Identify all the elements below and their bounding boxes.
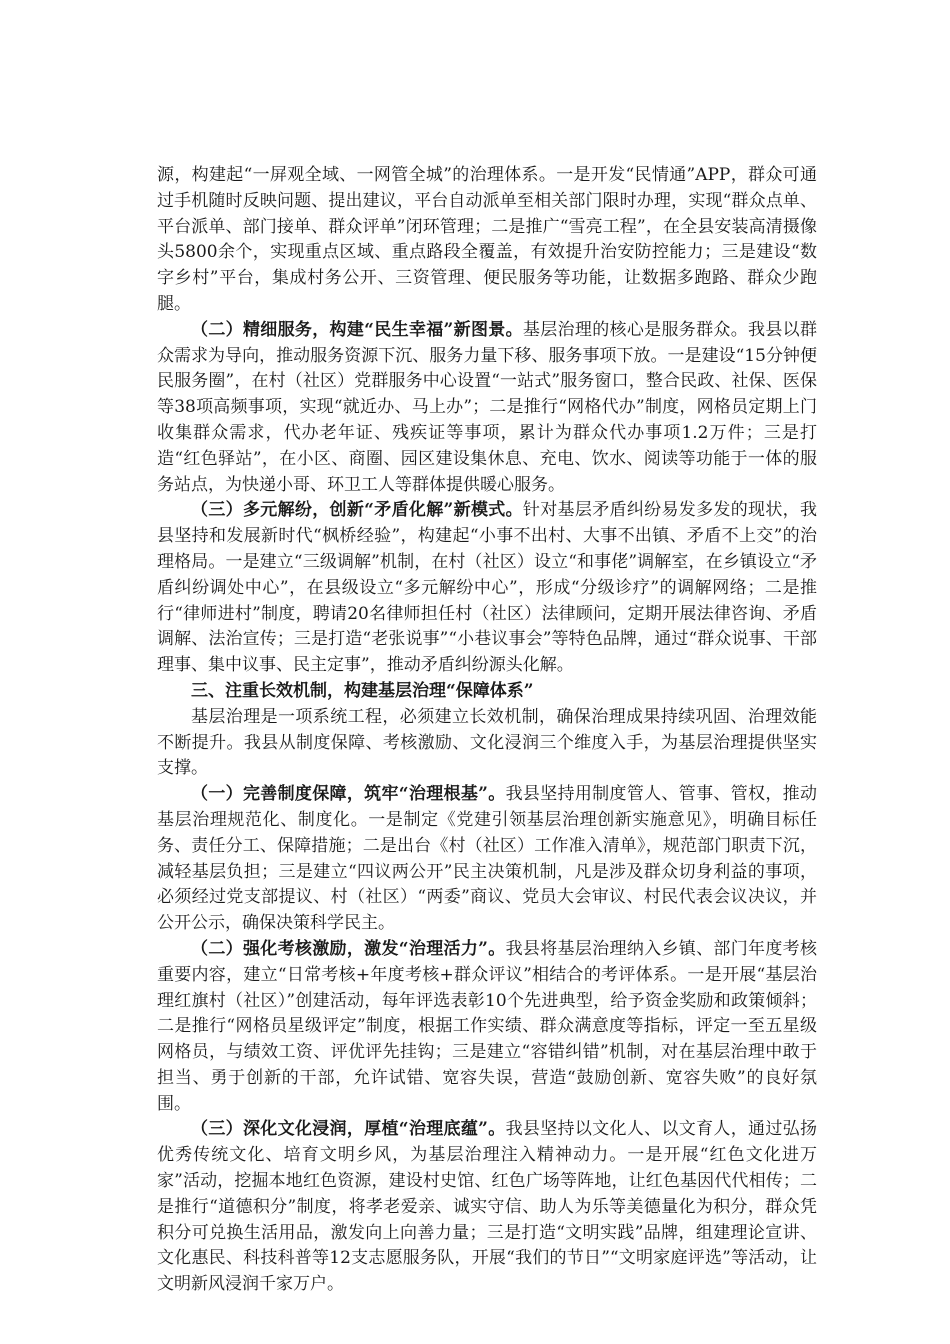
paragraph-section-intro: 基层治理是一项系统工程，必须建立长效机制，确保治理成果持续巩固、治理效能不断提升。我县从制度保障、考核激励、文化浸润三个维度入手，为基层治理提供坚实支撑。	[157, 706, 817, 779]
paragraph-body: 我县坚持用制度管人、管事、管权，推动基层治理规范化、制度化。一是制定《党建引领基层治理创新实施意见》，明确目标任务、责任分工、保障措施；二是出台《村（社区）工作准入清单》，规范部门职责下沉，减轻基层负担；三是建立“四议两公开”民主决策机制，凡是涉及群众切身利益的事项，必须经过党支部提议、村（社区）“两委”商议、党员大会审议、村民代表会议决议，并公开公示，确保决策科学民主。	[157, 784, 817, 934]
paragraph-refined-service	[157, 318, 817, 499]
subheading-refined-service: （二）精细服务，构建“民生幸福”新图景。	[191, 319, 523, 340]
paragraph-body: 我县将基层治理纳入乡镇、部门年度考核重要内容，建立“日常考核+年度考核+群众评议”相结合的考评体系。一是开展“基层治理红旗村（社区）”创建活动，每年评选表彰10个先进典型，给予资金奖励和政策倾斜；二是推行“网格员星级评定”制度，根据工作实绩、群众满意度等指标，评定一至五星级网格员，与绩效工资、评优评先挂钩；三是建立“容错纠错”机制，对在基层治理中敢于担当、勇于创新的干部，允许试错、宽容失误，营造“鼓励创新、宽容失败”的良好氛围。	[157, 938, 817, 1114]
subheading-dispute-resolution: （三）多元解纷，创新“矛盾化解”新模式。	[191, 500, 523, 521]
subheading-assessment-incentive: （二）强化考核激励，激发“治理活力”。	[191, 938, 506, 959]
paragraph-body: 我县坚持以文化人、以文育人，通过弘扬优秀传统文化、培育文明乡风，为基层治理注入精神动力。一是开展“红色文化进万家”活动，挖掘本地红色资源，建设村史馆、红色广场等阵地，让红色基因代代相传；二是推行“道德积分”制度，将孝老爱亲、诚实守信、助人为乐等美德量化为积分，群众凭积分可兑换生活用品，激发向上向善力量；三是打造“文明实践”品牌，组建理论宣讲、文化惠民、科技科普等12支志愿服务队，开展“我们的节日”“文明家庭评选”等活动，让文明新风浸润千家万户。	[157, 1119, 817, 1295]
document-page	[157, 163, 817, 1298]
paragraph-body: 针对基层矛盾纠纷易发多发的现状，我县坚持和发展新时代“枫桥经验”，构建起“小事不出村、大事不出镇、矛盾不上交”的治理格局。一是建立“三级调解”机制，在村（社区）设立“和事佬”调解室，在乡镇设立“矛盾纠纷调处中心”，在县级设立“多元解纷中心”，形成“分级诊疗”的调解网络；二是推行“律师进村”制度，聘请20名律师担任村（社区）法律顾问，定期开展法律咨询、矛盾调解、法治宣传；三是打造“老张说事”“小巷议事会”等特色品牌，通过“群众说事、干部理事、集中议事、民主定事”，推动矛盾纠纷源头化解。	[157, 500, 818, 676]
section-heading: 三、注重长效机制，构建基层治理“保障体系”	[191, 680, 534, 701]
paragraph-assessment-incentive	[157, 937, 817, 1118]
paragraph-cultural-infusion	[157, 1117, 817, 1298]
paragraph-dispute-resolution	[157, 498, 817, 679]
paragraph-continued: 源，构建起“一屏观全域、一网管全城”的治理体系。一是开发“民情通”APP，群众可通过手机随时反映问题、提出建议，平台自动派单至相关部门限时办理，实现“群众点单、平台派单、部门接单、群众评单”闭环管理；二是推广“雪亮工程”，在全县安装高清摄像头5800余个，实现重点区域、重点路段全覆盖，有效提升治安防控能力；三是建设“数字乡村”平台，集成村务公开、三资管理、便民服务等功能，让数据多跑路、群众少跑腿。	[157, 165, 817, 314]
paragraph-body: 基层治理的核心是服务群众。我县以群众需求为导向，推动服务资源下沉、服务力量下移、服务事项下放。一是建设“15分钟便民服务圈”，在村（社区）党群服务中心设置“一站式”服务窗口，整合民政、社保、医保等38项高频事项，实现“就近办、马上办”；二是推行“网格代办”制度，网格员定期上门收集群众需求，代办老年证、残疾证等事项，累计为群众代办事项1.2万件；三是打造“红色驿站”，在小区、商圈、园区建设集休息、充电、饮水、阅读等功能于一体的服务站点，为快递小哥、环卫工人等群体提供暖心服务。	[157, 319, 818, 495]
paragraph-institutional-guarantee	[157, 782, 817, 937]
subheading-cultural-infusion: （三）深化文化浸润，厚植“治理底蕴”。	[191, 1119, 506, 1140]
subheading-institutional-guarantee: （一）完善制度保障，筑牢“治理根基”。	[191, 784, 506, 805]
